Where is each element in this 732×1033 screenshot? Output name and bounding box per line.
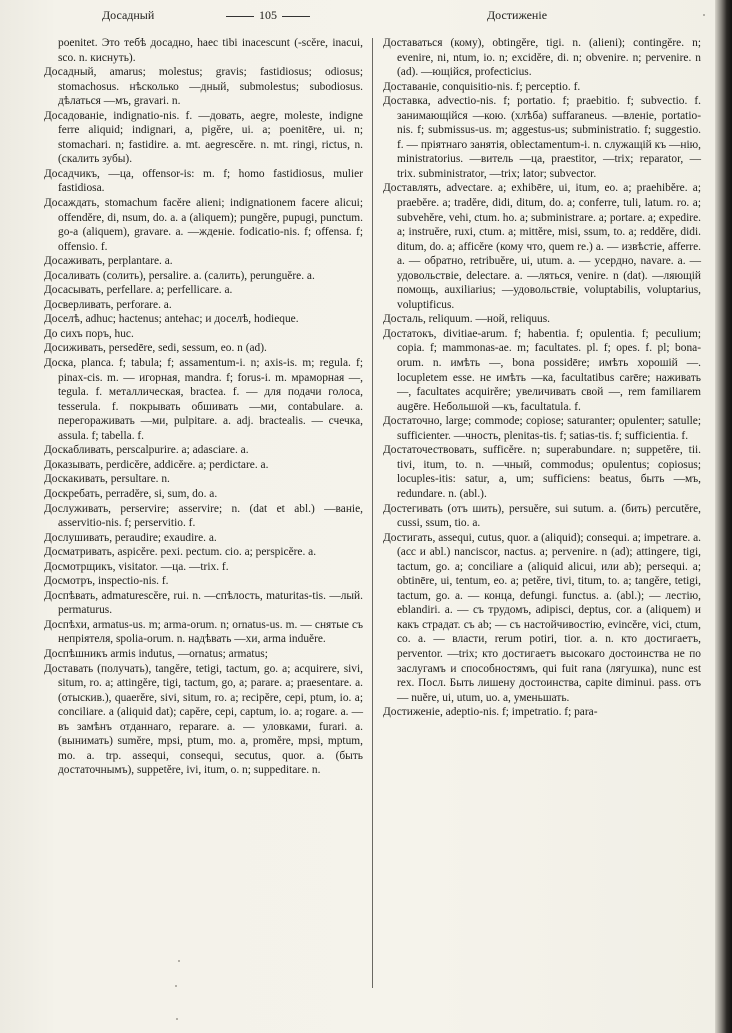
page-number-block <box>218 8 318 23</box>
entry-headword: Доставаніе, <box>383 80 440 93</box>
right-guide-word: Достиженіе <box>487 8 548 22</box>
entry-definition: adeptio-nis. f; impetratio. f; para- <box>442 706 598 719</box>
entry-headword: До сихъ поръ, <box>44 327 112 340</box>
entry-headword: Досадчикъ, <box>44 167 100 180</box>
entry-definition: persedēre, sedi, sessum, eo. n (ad). <box>105 342 267 355</box>
header-rule-right <box>282 16 310 17</box>
header-rule-left <box>226 16 254 17</box>
entry-headword: Досаливать <box>44 269 101 282</box>
entry-definition: (солить), persalire. a. (салить), perunguĕre. a. <box>100 269 315 282</box>
dictionary-entry <box>383 414 701 443</box>
entry-definition: armatus-us. m; arma-orum. n; ornatus-us. m. — снятые съ непріятеля, spolia-orum. n. надѣвать —хи, arma induĕre. <box>58 618 363 646</box>
dictionary-entry <box>383 80 701 95</box>
entry-definition: amarus; molestus; gravis; fastidiosus; odiosus; stomachosus. нѣсколько —дный, submolestus; subodiosus. дѣлаться —мъ, gravari. n. <box>58 66 363 108</box>
entry-headword: Доска, <box>44 357 77 370</box>
dictionary-entry <box>44 298 363 313</box>
entry-headword: Доспѣхи, <box>44 618 90 631</box>
entry-definition: perfellare. a; perfellicare. a. <box>103 284 233 297</box>
entry-headword: Достаточно, <box>383 415 443 428</box>
entry-headword: Досверливать, <box>44 298 114 311</box>
entry-headword: Достегивать <box>383 502 443 515</box>
entry-definition: peraudire; exaudire. a. <box>112 531 217 544</box>
paper-speck <box>178 960 180 962</box>
dictionary-entry <box>383 94 701 181</box>
entry-headword: Доскребать, <box>44 487 103 500</box>
paper-speck <box>175 985 177 987</box>
dictionary-entry <box>44 589 363 618</box>
dictionary-entry <box>44 502 363 531</box>
dictionary-entry <box>44 560 363 575</box>
entry-definition: divitiae-arum. f; habentia. f; opulentia. f; peculium; copia. f; mammonas-ae. m; facultates. pl. f; opes. f. pl; bona-orum. n. имѣть —, bona possidēre; имѣть хорошій —. locupletem esse. не имѣть —ка, facultatibus carēre; наживать —, facultates acquirĕre; увеличивать свой —, rem familiarem augēre. Небольшой —къ, facultatula. f. <box>397 327 701 413</box>
entry-headword: Досмотръ, <box>44 575 96 588</box>
dictionary-entry <box>44 109 363 167</box>
entry-headword: Досматривать, <box>44 546 115 559</box>
dictionary-entry <box>44 487 363 502</box>
page-number: 105 <box>259 8 277 22</box>
dictionary-entry <box>44 647 363 662</box>
dictionary-entry <box>383 443 701 501</box>
entry-definition: perplantare. a. <box>104 255 173 268</box>
entry-definition: advectare. a; exhibēre, ui, itum, eo. a; praehibĕre. a; praebĕre. a; tradĕre, didi, ditum, do. a; conferre, tuli, latum. ro. a; subvehĕre, vehi, ctum. ho. a; subministrare. a; portare. a; expedire. a; instruĕre, ruxi, ctum. a; mittĕre, misi, ssum, to. a; reddĕre, didi. ditum, do. a; afficĕre (кому что, quem re.) a. — извѣстіе, afferre. a. — обратно, retribuĕre, ui, utum. a. — усердно, navare. a. — удовольствіе, delectare. a. —ляться, venire. n (dat). —ляющій помощь, auxiliarius; —удовольствіе, voluptabilis, voluptarius, voluptificus. <box>397 182 701 311</box>
entry-headword: Доставка, <box>383 95 431 108</box>
entry-definition: (отъ шить), persuĕre, sui sutum. a. (бить) percutĕre, cussi, ssum, tio. a. <box>397 502 701 530</box>
entry-headword: Доставаться <box>383 37 443 49</box>
left-column <box>44 36 363 778</box>
entry-definition: poenitet. Это тебѣ досадно, haec tibi inacescunt (-scĕre, inacui, sco. n. киснуть). <box>58 37 363 64</box>
paper-speck <box>176 1018 178 1020</box>
entry-headword: Доставлять, <box>383 182 442 195</box>
dictionary-entry <box>44 574 363 589</box>
dictionary-entry <box>44 662 363 778</box>
entry-headword: Дослуживать, <box>44 502 112 515</box>
entry-definition: persultare. n. <box>107 473 170 486</box>
dictionary-entry <box>383 327 701 414</box>
entry-headword: Дослушивать, <box>44 531 113 544</box>
page-header <box>0 8 715 28</box>
entry-definition: sufficĕre. n; superabundare. n; suppetĕre, tii. tivi, itum, to. n. —чный, commodus; opulentus; copiosus; locuples-itis: satur, a, um; sufficiens: beatus, быть —мъ, redundare. n. (abl.). <box>397 444 701 500</box>
entry-definition: indignatio-nis. f. —довать, aegre, moleste, indigne ferre aliquid; indignari, a, pigĕre, ui. a; poenitēre, ui. n; stomachari. n; fastidire. a. mt. aegrescĕre. n. mt. ringi, rictus, n. (скалить зубы). <box>58 109 363 166</box>
entry-headword: Достатокъ, <box>383 327 437 340</box>
entry-definition: perdicĕre, addicĕre. a; perdictare. a. <box>103 458 269 471</box>
left-guide-word: Досадный <box>102 8 155 22</box>
entry-definition: perradĕre, si, sum, do. a. <box>102 487 218 500</box>
entry-definition: admaturescĕre, rui. n. —спѣлость, maturitas-tis. —лый. permaturus. <box>58 589 363 617</box>
entry-definition: perscalpurire. a; adasciare. a. <box>113 444 249 457</box>
dictionary-entry <box>44 327 363 342</box>
dictionary-entry <box>44 545 363 560</box>
entry-headword: Досадный, <box>44 66 97 79</box>
dictionary-entry <box>44 618 363 647</box>
dictionary-entry <box>44 312 363 327</box>
dictionary-entry <box>44 269 363 284</box>
dictionary-entry <box>383 705 701 720</box>
dictionary-entry <box>44 341 363 356</box>
entry-headword: Доказывать, <box>44 458 104 471</box>
entry-definition: large; commode; copiose; saturanter; opulenter; satulle; sufficienter. —чность, plenitas-tis. f; satias-tis. f; sufficientia. f. <box>397 415 701 442</box>
entry-headword: Досмотрщикъ, <box>44 560 116 573</box>
entry-definition: perforare. a. <box>113 298 172 311</box>
column-divider <box>372 38 373 988</box>
entry-headword: Досадованіе, <box>44 109 107 122</box>
dictionary-entry <box>383 312 701 327</box>
dictionary-entry <box>44 472 363 487</box>
entry-definition: aspicĕre. pexi. pectum. cio. a; perspicĕre. a. <box>114 546 317 559</box>
entry-definition: conquisitio-nis. f; perceptio. f. <box>439 80 581 93</box>
entry-headword: Достигать, <box>383 531 436 544</box>
paper-speck <box>703 14 705 16</box>
entry-definition: stomachum facĕre alieni; indignationem facere alicui; offendĕre, di, nsum, do. a. a (aliquem); pungĕre, pupugi, punctum. go-a (aliquem), gravare. a. —жденіе. fodicatio-nis. f; offensa. f; offensio. f. <box>58 197 363 253</box>
dictionary-entry <box>44 531 363 546</box>
dictionary-entry <box>383 36 701 80</box>
dictionary-entry <box>44 283 363 298</box>
entry-definition: advectio-nis. f; portatio. f; praebitio. f; subvectio. f. занимающійся —кою. (хлѣба) suffaraneus. —вленіе, portatio-nis. f; submissus-us. m; aggestus-us; subministratio. f; suggestio. f. — пріятнаго занятія, oblectamentum-i. n. служащій къ —нію, ministratorius. —витель —ца, praestitor, —trix; reparator, — trix. subministrator, —trix; lator; subvector. <box>397 95 701 180</box>
entry-headword: Доставать <box>44 662 94 675</box>
entry-headword: Доспѣвать, <box>44 589 99 602</box>
dictionary-entry <box>44 443 363 458</box>
entry-headword: Доспѣшникъ <box>44 647 108 660</box>
dictionary-entry <box>44 196 363 254</box>
entry-definition: assequi, cutus, quor. a (aliquid); consequi. a; impetrare. a. (acc и abl.) nanciscor, nactus. a; pervenire. n (ad); attingere, tigi, tactum, go. a; conciliare a (aliquid alicui, или ab); persequi. a; obtinēre, ui, tentum, eo. a; petĕre, tivi, titum, to. a; tangĕre, tetigi, tactum, go. a. — конца, defungi. functus. a. (abl.); — лестію, eblandiri. a. — съ трудомъ, adipisci, deptus, cor. a (aliquem) и какъ страдат. съ ab; — съ настойчивостію, evincĕre, vici, ctum, co. a. — власти, rerum potiri, tior. a. n. кто достигаетъ, perventor. —trix; кто достигаетъ высокаго достоинства не по заслугамъ и способностямъ, qui fuit rana (лягушка), nunc est rex. Посл. Быть лишену достоинства, capite diminui. pass. отъ — nuĕre, ui, utum, uo. a, уменьшать. <box>397 531 701 704</box>
dictionary-entry <box>44 36 363 65</box>
entry-headword: Досасывать, <box>44 284 104 297</box>
dictionary-entry <box>44 254 363 269</box>
entry-headword: Достиженіе, <box>383 706 443 719</box>
entry-headword: Достаточествовать, <box>383 444 478 457</box>
dictionary-entry <box>44 356 363 443</box>
book-spine-shadow <box>715 0 732 1033</box>
entry-definition: planca. f; tabula; f; assamentum-i. n; axis-is. m; regula. f; pinax-cis. m. — игорная, mandra. f; forus-i. m. мраморная —, tegula. f. металлическая, bractea. f. — для подачи голоса, tesserula. f. покрывать обшивать —ми, contabulare. a. перегораживать —ми, pulpitare. a. adj. bractealis. — счечка, assula. f; tabella. f. <box>58 357 363 442</box>
entry-headword: Досталь, <box>383 313 426 326</box>
entry-headword: Доселѣ, <box>44 313 83 326</box>
entry-definition: inspectio-nis. f. <box>95 575 169 588</box>
entry-definition: adhuc; hactenus; antehac; и доселѣ, hodieque. <box>82 313 299 326</box>
entry-headword: Доскабливать, <box>44 444 114 457</box>
dictionary-entry <box>44 167 363 196</box>
dictionary-entry <box>383 502 701 531</box>
entry-definition: perservire; asservire; n. (dat et abl.) —ваніе, asservitio-nis. f; perservitio. f. <box>58 502 363 530</box>
entry-headword: Доскакивать, <box>44 473 108 486</box>
entry-definition: reliquum. —ной, reliquus. <box>425 313 550 326</box>
entry-headword: Досаждать, <box>44 197 100 210</box>
dictionary-entry <box>44 65 363 109</box>
dictionary-entry <box>383 181 701 312</box>
dictionary-entry <box>383 531 701 706</box>
entry-definition: (получать), tangĕre, tetigi, tactum, go. a; acquirere, sivi, situm, ro. a; attingĕre, tigi, tactum, go, a; parare. a; praesentare. a. (отыскив.), quaerĕre, sivi, situm, ro. a; recipĕre, cepi, ptum, io. a; conciliare. a (aliquid dat); capĕre, cepi, captum, io. a; rogare. a. — въ замѣнъ отданнаго, reparare. a. — уловками, furari. a. (вынимать) sumĕre, mpsi, ptum, mo. a, promĕre, mpsi, mptum, mo. a. trp. assequi, consequi, secutus, quor. a. (быть достаточнымъ), suppetĕre, ivi, itum, o. n; suppeditare. n. <box>58 662 363 777</box>
entry-headword: Досаживать, <box>44 255 105 268</box>
entry-headword: Досиживать, <box>44 342 106 355</box>
entry-definition: visitator. —ца. —trix. f. <box>115 560 229 573</box>
entry-definition: armis indutus, —ornatus; armatus; <box>107 647 268 660</box>
entry-definition: (кому), obtingĕre, tigi. n. (alieni); contingĕre. n; evenire, ni, ntum, io. n; excidĕre, di. n; obvenire. n; pervenire. n (ad). —ющійся, profecticius. <box>397 37 701 79</box>
right-column <box>383 36 701 720</box>
dictionary-entry <box>44 458 363 473</box>
entry-definition: huc. <box>111 327 134 340</box>
entry-definition: —ца, offensor-is: m. f; homo fastidiosus, mulier fastidiosa. <box>58 167 363 195</box>
